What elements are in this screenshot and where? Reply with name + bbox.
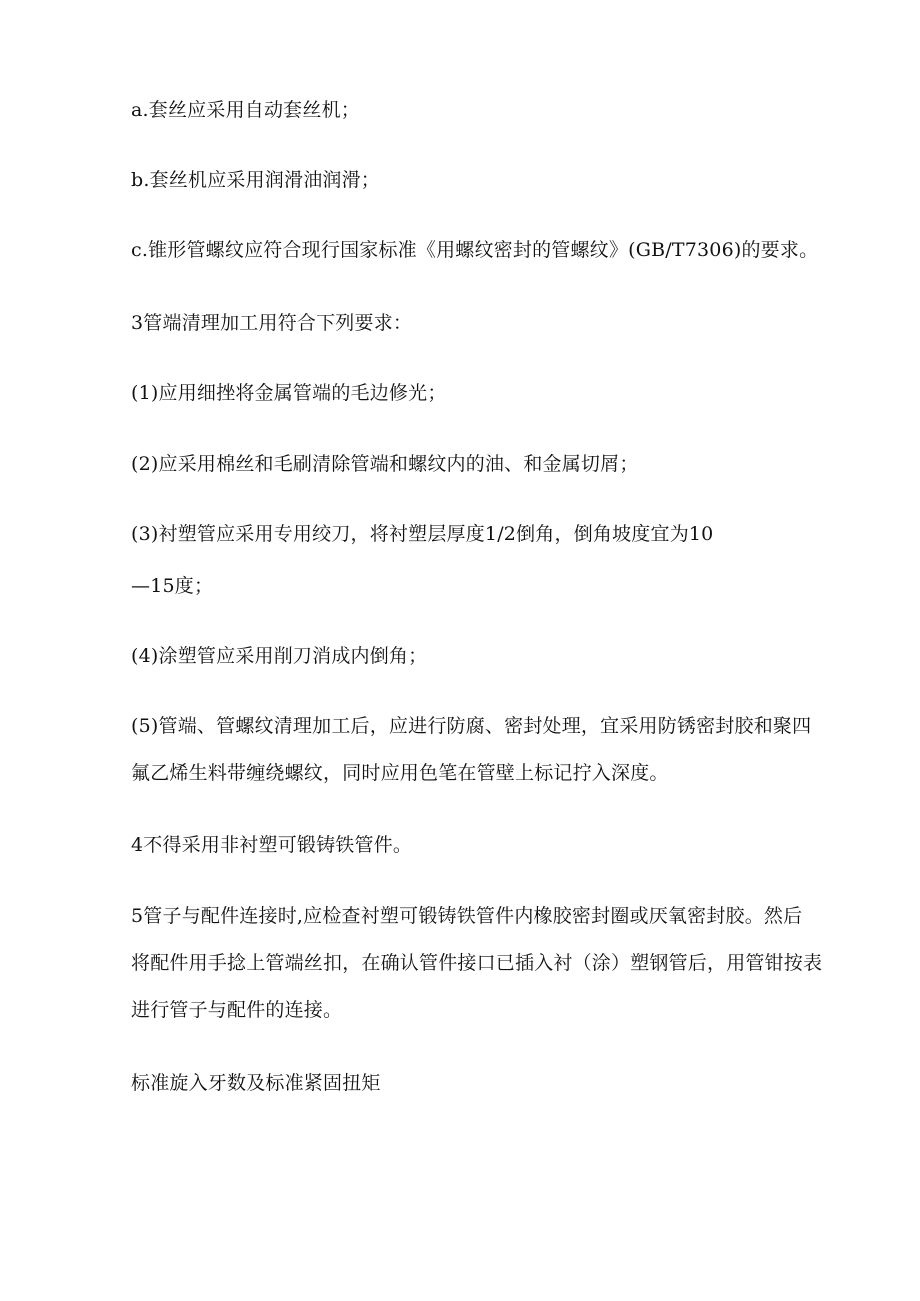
text-line-item-5: (5)管端、管螺纹清理加工后，应进行防腐、密封处理，宜采用防锈密封胶和聚四 xyxy=(131,715,812,737)
text-line-item-1: (1)应用细挫将金属管端的毛边修光； xyxy=(131,382,447,404)
text-line-section-3: 3管端清理加工用符合下列要求： xyxy=(131,312,413,334)
text-line-item-4: (4)涂塑管应采用削刀消成内倒角； xyxy=(131,645,428,667)
table-caption: 标准旋入牙数及标准紧固扭矩 xyxy=(131,1072,381,1094)
text-line-section-4: 4不得采用非衬塑可锻铸铁管件。 xyxy=(131,834,413,856)
text-line-c: c.锥形管螺纹应符合现行国家标准《用螺纹密封的管螺纹》(GB/T7306)的要求。 xyxy=(131,239,819,261)
text-line-b: b.套丝机应采用润滑油润滑； xyxy=(131,169,381,191)
text-line-item-3: (3)衬塑管应采用专用绞刀，将衬塑层厚度1/2倒角，倒角坡度宜为10 xyxy=(131,523,714,545)
text-line-a: a.套丝应采用自动套丝机； xyxy=(131,99,360,121)
text-line-item-3-cont: —15度； xyxy=(131,575,214,597)
text-line-item-5-cont: 氟乙烯生料带缠绕螺纹，同时应用色笔在管壁上标记拧入深度。 xyxy=(131,762,669,784)
text-line-section-5-cont2: 进行管子与配件的连接。 xyxy=(131,999,343,1021)
text-line-section-5-cont1: 将配件用手捻上管端丝扣，在确认管件接口已插入衬（涂）塑钢管后，用管钳按表 xyxy=(131,952,823,974)
text-line-section-5: 5管子与配件连接时,应检查衬塑可锻铸铁管件内橡胶密封圈或厌氧密封胶。然后 xyxy=(131,905,803,927)
text-line-item-2: (2)应采用棉丝和毛刷清除管端和螺纹内的油、和金属切屑； xyxy=(131,453,639,475)
